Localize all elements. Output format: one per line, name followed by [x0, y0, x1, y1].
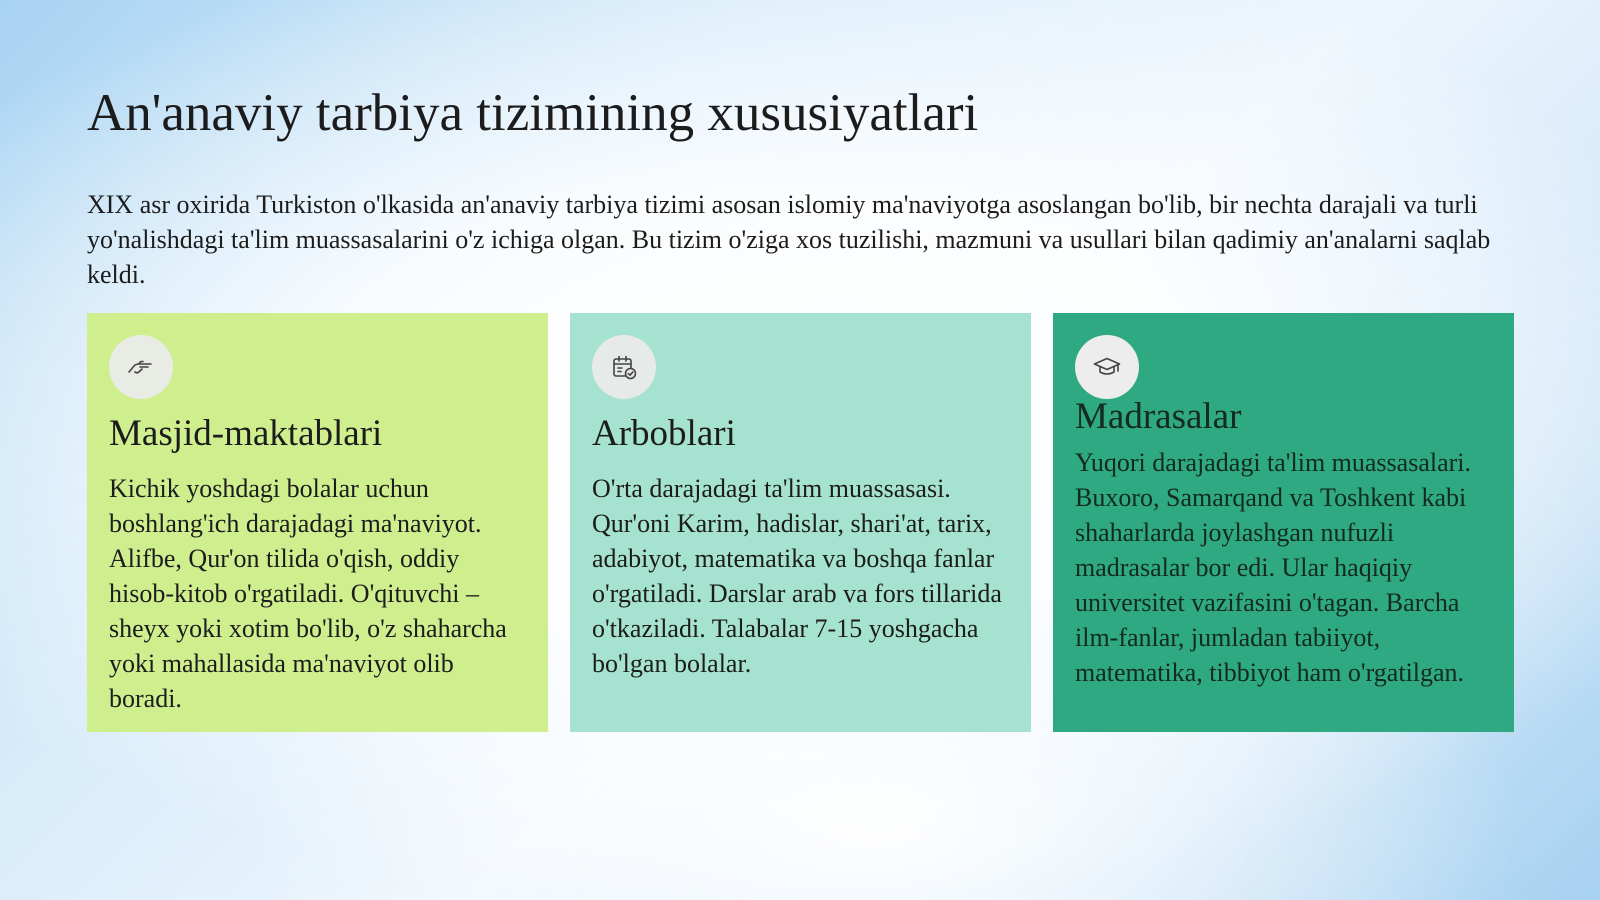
- graduation-cap-icon: [1075, 335, 1139, 399]
- card-title: Arboblari: [592, 413, 736, 454]
- card-arboblari: [570, 313, 1031, 732]
- pointing-hand-icon: [109, 335, 173, 399]
- card-text: Yuqori darajadagi ta'lim muassasalari. Buxoro, Samarqand va Toshkent kabi shaharlarda joylashgan nufuzli madrasalar bor edi. Ular haqiqiy universitet vazifasini o'tagan. Barcha ilm-fanlar, jumladan tabiiyot, matematika, tibbiyot ham o'rgatilgan.: [1075, 448, 1472, 687]
- card-text: O'rta darajadagi ta'lim muassasasi. Qur'oni Karim, hadislar, shari'at, tarix, adabiyot, matematika va boshqa fanlar o'rgatiladi. Darslar arab va fors tillarida o'tkaziladi. Talabalar 7-15 yoshgacha bo'lgan bolalar.: [592, 474, 1002, 678]
- card-masjid-maktablari: [87, 313, 548, 732]
- card-title: Madrasalar: [1075, 396, 1242, 437]
- intro-paragraph: XIX asr oxirida Turkiston o'lkasida an'anaviy tarbiya tizimi asosan islomiy ma'naviyotga asoslangan bo'lib, bir nechta darajali va turli yo'nalishdagi ta'lim muassasalarini o'z ichiga olgan. Bu tizim o'ziga xos tuzilishi, mazmuni va usullari bilan qadimiy an'analarni saqlab keldi.: [87, 190, 1491, 289]
- card-title: Masjid-maktablari: [109, 413, 383, 454]
- slide-title: An'anaviy tarbiya tizimining xususiyatlari: [87, 84, 979, 142]
- calendar-check-icon: [592, 335, 656, 399]
- card-madrasalar: [1053, 313, 1514, 732]
- card-text: Kichik yoshdagi bolalar uchun boshlang'ich darajadagi ma'naviyot. Alifbe, Qur'on tilida o'qish, oddiy hisob-kitob o'rgatiladi. O'qituvchi – sheyx yoki xotim bo'lib, o'z shaharcha yoki mahallasida ma'naviyot olib boradi.: [109, 474, 507, 713]
